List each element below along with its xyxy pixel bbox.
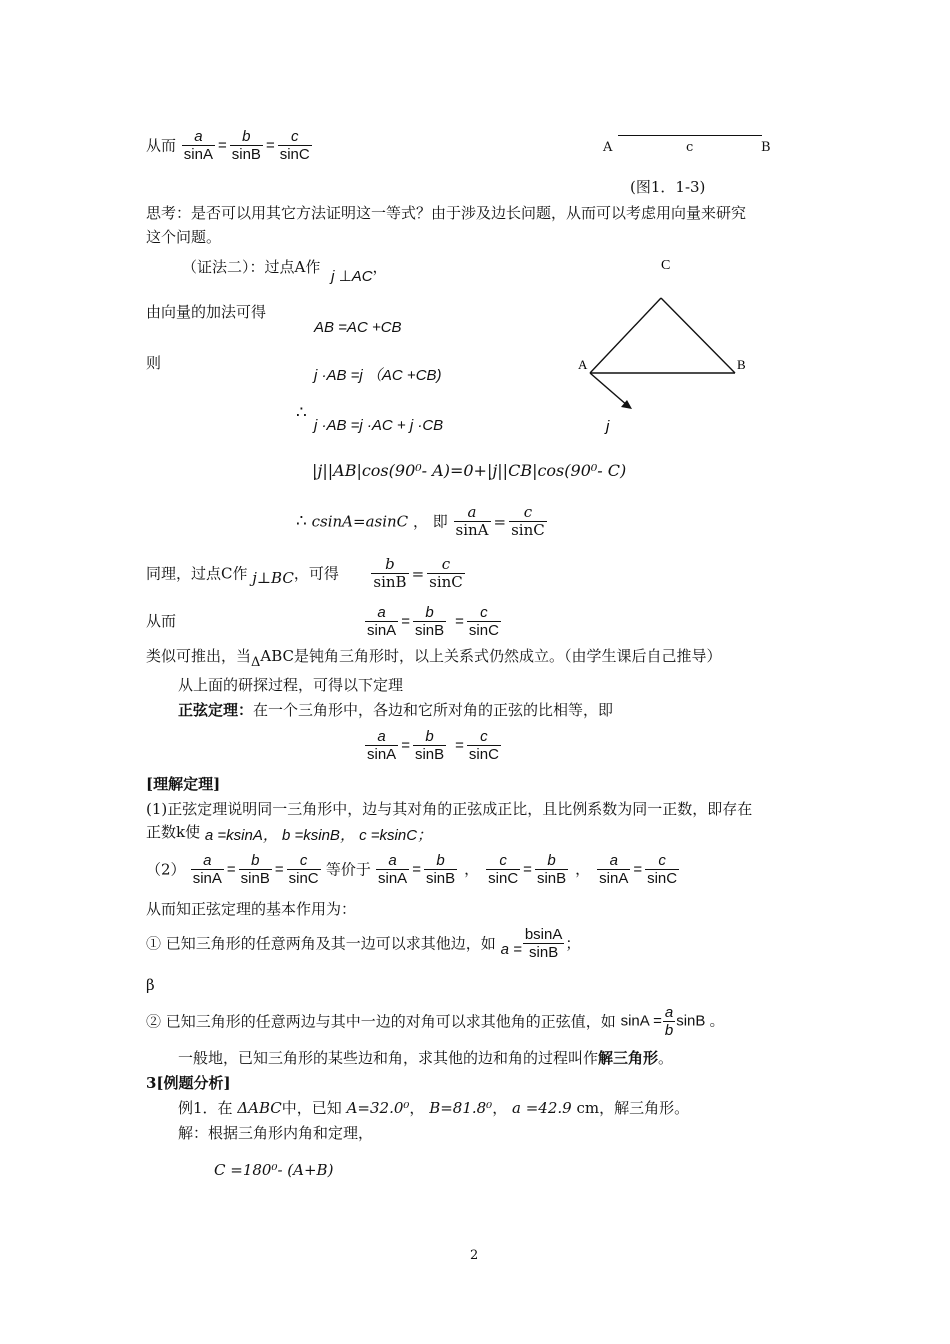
eq-sine-relation (296, 504, 548, 539)
frac-den: sinB (231, 146, 261, 163)
separator: ， (492, 1099, 508, 1117)
ex1-tri: ΔABC (237, 1099, 282, 1117)
equals: = (217, 136, 227, 154)
equals: = (455, 612, 464, 630)
similarly-text: 同理，过点C作 (146, 564, 248, 583)
use1-line (146, 926, 580, 961)
proof2-intro-text: （证法二）：过点A作 (182, 258, 321, 276)
fraction (365, 728, 398, 763)
fraction (645, 852, 679, 887)
equals: = (401, 736, 410, 754)
fig1-label-c: c (686, 140, 694, 155)
frac-num: a (664, 1004, 674, 1021)
equals: = (412, 860, 421, 878)
p1-math: a =ksinA， b =ksinB， c =ksinC； (204, 827, 433, 844)
frac-num: c (278, 128, 312, 146)
frac-num: a (365, 728, 398, 746)
understand-p1-line1: (1)正弦定理说明同一三角形中，边与其对角的正弦成正比，且比例系数为同一正数，即存在 (146, 800, 753, 818)
similarly-math: j⊥BC (252, 568, 294, 587)
fraction (535, 852, 568, 887)
frac-num: b (413, 728, 446, 746)
theorem-line (178, 700, 613, 720)
general-bold: 解三角形 (598, 1049, 659, 1067)
equals: = (633, 860, 643, 878)
similarly-end: ，可得 (293, 564, 339, 583)
eq5-mid: ， 即 (412, 512, 448, 531)
equals: = (226, 860, 236, 878)
equals: = (265, 136, 275, 154)
fraction (413, 604, 446, 639)
equals: = (455, 736, 464, 754)
fig1-label-b: B (761, 140, 771, 155)
frac-den: sinC (511, 521, 545, 539)
side-cb (661, 298, 735, 373)
ex1-unit: cm，解三角形。 (576, 1099, 690, 1117)
vec-add-text: 由向量的加法可得 (146, 303, 267, 321)
example1-line (178, 1098, 689, 1118)
eq-j-ab: j ·AB =j （AC +CB) (314, 367, 442, 384)
frac-num: a (182, 128, 215, 146)
eq-ab: AB =AC +CB (314, 319, 402, 336)
proof2-intro (182, 257, 388, 285)
frac-num: c (645, 852, 679, 870)
frac-num: b (371, 556, 408, 574)
frac-den: sinB (425, 870, 456, 887)
theorem-text: 在一个三角形中，各边和它所对角的正弦的比相等，即 (253, 701, 614, 719)
use1-text: ① 已知三角形的任意两角及其一边可以求其他边，如 (146, 934, 496, 953)
fig1-label-a: A (603, 140, 613, 155)
p2-label: （2） (146, 860, 186, 879)
similarly-line (146, 556, 466, 591)
frac-den: sinA (367, 746, 397, 763)
fraction (663, 1004, 675, 1039)
theorem-title: 正弦定理： (178, 701, 254, 719)
fig2-label-b: B (737, 357, 746, 372)
derive-text: 从上面的研探过程，可得以下定理 (178, 676, 404, 694)
use2-rhs: sinB 。 (676, 1012, 725, 1030)
triangle-symbol: Δ (251, 655, 261, 670)
understand-p1-line2 (146, 822, 432, 843)
fraction (454, 504, 491, 539)
think-line1: 思考：是否可以用其它方法证明这一等式？由于涉及边长问题，从而可以考虑用向量来研究 (146, 204, 747, 222)
fraction (427, 556, 465, 591)
understand-p2 (146, 852, 680, 887)
separator: ， (464, 860, 480, 878)
eq-angle-c: C =180⁰- (A+B) (214, 1161, 334, 1179)
fig2-label-c: C (661, 258, 671, 273)
fraction (424, 852, 457, 887)
fraction (230, 128, 263, 163)
frac-den: sinB (529, 944, 559, 961)
frac-den: sinB (414, 746, 445, 763)
fig1-caption: (图1．1-3) (630, 178, 706, 196)
frac-num: a (191, 852, 224, 870)
equals: = (493, 512, 507, 531)
fraction (182, 128, 215, 163)
frac-num: b (230, 128, 263, 146)
top-equation (146, 128, 313, 163)
use2-line (146, 1004, 725, 1039)
frac-num: a (365, 604, 398, 622)
solution-text: 解：根据三角形内角和定理， (178, 1124, 374, 1142)
fig2-label-j: j (606, 418, 610, 435)
frac-den: sinB (414, 622, 445, 639)
separator: ， (409, 1099, 425, 1117)
fraction (191, 852, 224, 887)
ex1-label: 例1．在 (178, 1099, 233, 1117)
therefore-symbol: ∴ (296, 403, 307, 423)
fraction (376, 852, 409, 887)
therefore-symbol-2: ∴ (296, 511, 307, 532)
beta-symbol: β (146, 976, 155, 994)
frac-den: sinC (429, 573, 463, 591)
ex1-side-a: a =42.9 (512, 1099, 572, 1117)
frac-den: sinB (240, 870, 270, 887)
frac-num: c (467, 728, 501, 746)
summary-text: 从而知正弦定理的基本作用为： (146, 900, 357, 918)
hence-text: 从而 (146, 612, 177, 630)
frac-num: a (597, 852, 630, 870)
frac-num: c (427, 556, 465, 574)
eq-j-split: j ·AB =j ·AC + j ·CB (314, 417, 444, 434)
frac-den: sinC (279, 146, 310, 163)
use1-lhs: a = (500, 940, 522, 958)
frac-den: sinA (183, 146, 213, 163)
frac-den: sinA (367, 622, 397, 639)
fraction (486, 852, 520, 887)
understand-heading: [理解定理] (146, 775, 221, 793)
example-heading: 3[例题分析] (146, 1074, 231, 1092)
frac-num: b (239, 852, 272, 870)
fraction (278, 128, 312, 163)
fraction (413, 728, 446, 763)
frac-den: sinB (373, 573, 407, 591)
sine-law-eq-2 (364, 728, 502, 763)
fig2-label-a: A (578, 357, 588, 372)
p1-line2-text: 正数k使 (146, 823, 201, 841)
page-number: 2 (470, 1248, 479, 1263)
eq-magnitudes: |j||AB|cos(90⁰- A)=0+|j||CB|cos(90⁰- C) (312, 461, 627, 480)
frac-num: b (424, 852, 457, 870)
proof2-intro-math: j ⊥AC (331, 268, 373, 285)
frac-num: a (376, 852, 409, 870)
sine-law-eq-1 (364, 604, 502, 639)
frac-den: sinC (468, 746, 499, 763)
frac-den: sinA (378, 870, 408, 887)
top-prefix: 从而 (146, 136, 177, 155)
then-text: 则 (146, 354, 162, 372)
fraction (509, 504, 547, 539)
fraction (467, 728, 501, 763)
frac-den: b (664, 1022, 674, 1039)
obtuse-line (146, 646, 722, 668)
general-end: 。 (658, 1049, 674, 1067)
equals: = (411, 564, 425, 583)
frac-num: c (486, 852, 520, 870)
triangle-figure (560, 250, 780, 450)
frac-den: sinA (455, 521, 489, 539)
frac-num: bsinA (524, 926, 563, 943)
frac-den: sinB (536, 870, 567, 887)
general-line (178, 1048, 673, 1068)
frac-num: c (287, 852, 321, 870)
fig1-line (618, 135, 762, 136)
frac-num: a (454, 504, 491, 522)
fraction (239, 852, 272, 887)
equals: = (523, 860, 532, 878)
ex1-angle-b: B=81.8⁰ (429, 1099, 493, 1117)
frac-den: sinC (647, 870, 678, 887)
frac-num: b (535, 852, 568, 870)
frac-num: b (413, 604, 446, 622)
fraction (467, 604, 501, 639)
p2-equiv: 等价于 (325, 860, 371, 879)
obtuse-text: 类似可推出，当 (146, 647, 252, 665)
frac-den: sinC (488, 870, 519, 887)
separator: ， (575, 860, 591, 878)
use1-end: ； (565, 934, 581, 953)
fraction (371, 556, 408, 591)
think-line2: 这个问题。 (146, 228, 222, 246)
frac-den: sinA (599, 870, 629, 887)
equals: = (401, 612, 410, 630)
side-ac (590, 298, 661, 373)
ex1-angle-a: A=32.0⁰ (346, 1099, 410, 1117)
fraction (597, 852, 630, 887)
frac-den: sinC (468, 622, 499, 639)
use2-text: ② 已知三角形的任意两边与其中一边的对角可以求其他角的正弦值，如 (146, 1012, 616, 1031)
general-text: 一般地，已知三角形的某些边和角，求其他的边和角的过程叫作 (178, 1049, 599, 1067)
proof2-intro-end: ， (372, 258, 388, 276)
frac-num: c (509, 504, 547, 522)
ex1-text: 中，已知 (281, 1099, 342, 1117)
equals: = (274, 860, 284, 878)
frac-den: sinA (192, 870, 222, 887)
vector-j (590, 373, 628, 406)
fraction (365, 604, 398, 639)
frac-den: sinC (288, 870, 319, 887)
obtuse-rest: ABC是钝角三角形时，以上关系式仍然成立。（由学生课后自己推导） (260, 647, 722, 665)
fraction (287, 852, 321, 887)
eq5-text: csinA=asinC (311, 512, 409, 531)
fraction (523, 926, 565, 961)
use2-lhs: sinA = (620, 1012, 662, 1030)
frac-num: c (467, 604, 501, 622)
